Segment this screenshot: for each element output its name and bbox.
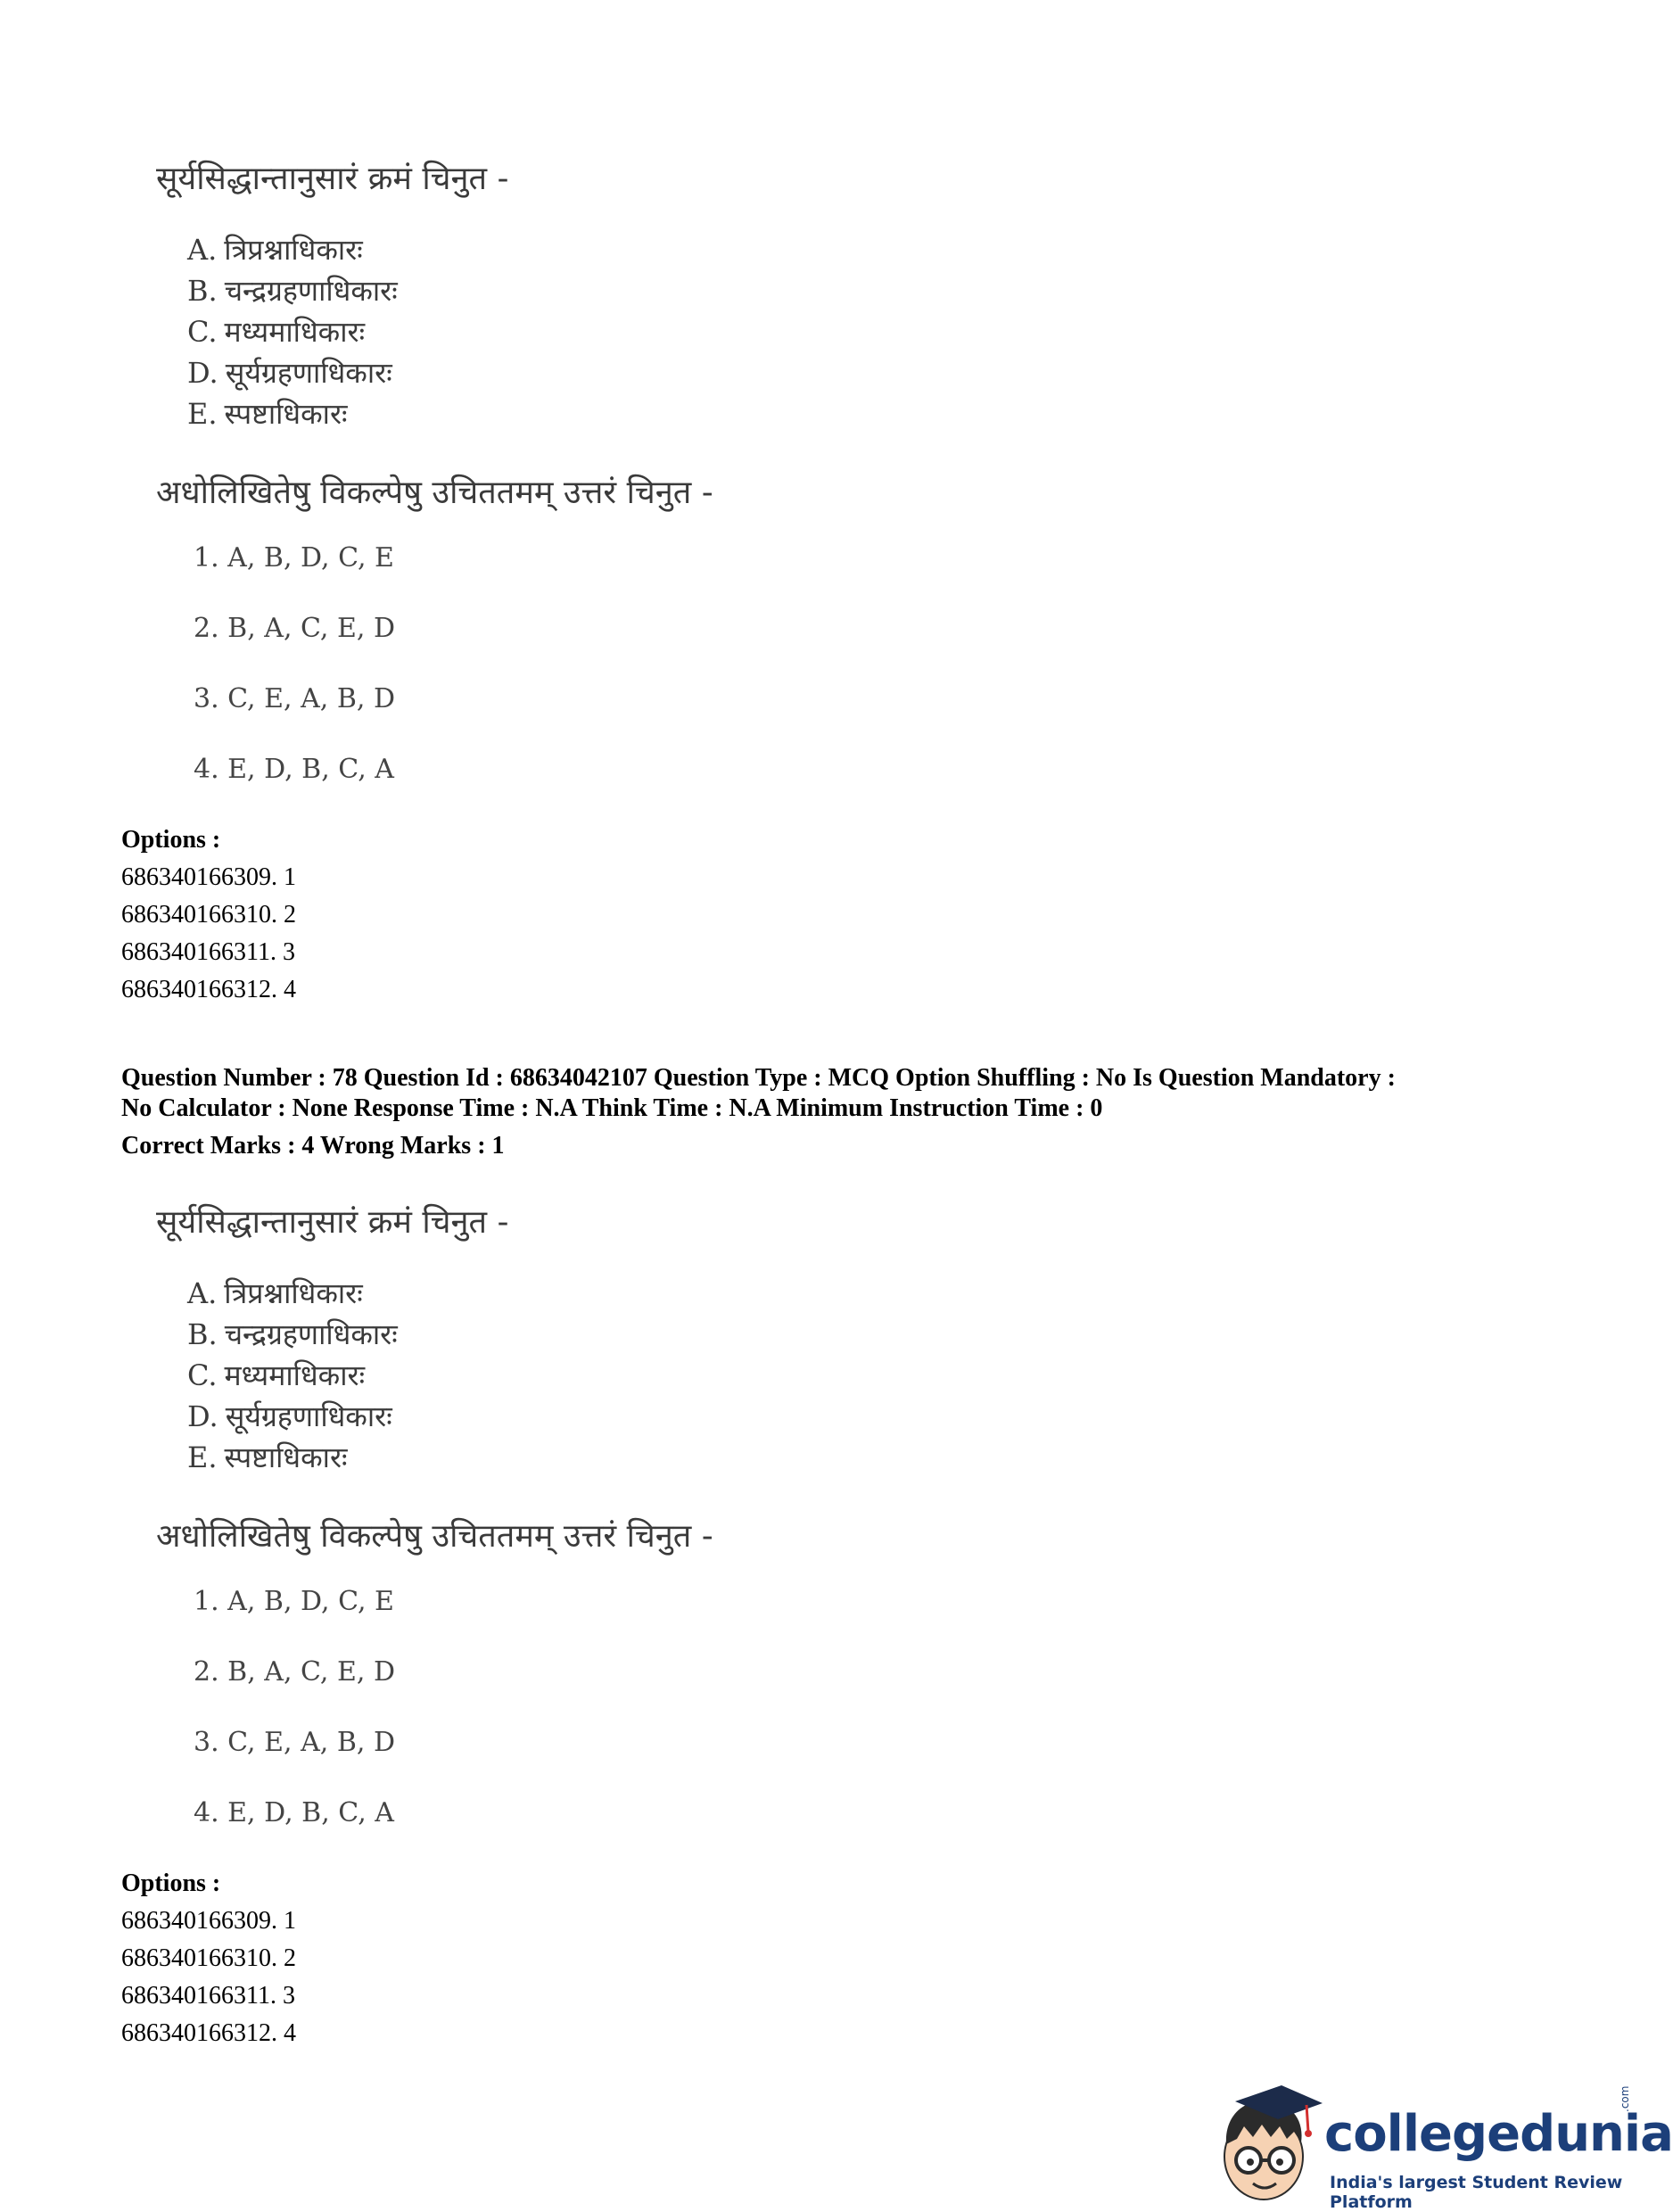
option-line-2: 686340166310. 2	[121, 901, 296, 929]
answer-item-a: A. त्रिप्रश्नाधिकारः	[187, 233, 363, 267]
answer-item-c: C. मध्यमाधिकारः	[187, 1358, 366, 1392]
choice-4: 4. E, D, B, C, A	[194, 1797, 394, 1828]
answer-item-c: C. मध्यमाधिकारः	[187, 315, 366, 349]
question-marks: Correct Marks : 4 Wrong Marks : 1	[121, 1132, 505, 1160]
logo-wordmark: collegedunia	[1324, 2105, 1673, 2163]
option-line-4: 686340166312. 4	[121, 976, 296, 1003]
choice-3: 3. C, E, A, B, D	[194, 1727, 395, 1758]
option-line-1: 686340166309. 1	[121, 863, 296, 891]
option-line-4: 686340166312. 4	[121, 2019, 296, 2047]
question-meta-line-1: Question Number : 78 Question Id : 68634042107 Question Type : MCQ Option Shuffling : No Is Question Mandatory :	[121, 1064, 1396, 1092]
answer-item-b: B. चन्द्रग्रहणाधिकारः	[187, 1317, 398, 1351]
question-instruction: अधोलिखितेषु विकल्पेषु उचिततमम् उत्तरं चिनुत -	[156, 1518, 713, 1555]
answer-item-e: E. स्पष्टाधिकारः	[187, 1440, 348, 1474]
answer-item-b: B. चन्द्रग्रहणाधिकारः	[187, 274, 398, 308]
question-stem: सूर्यसिद्धान्तानुसारं क्रमं चिनुत -	[156, 1204, 509, 1241]
choice-3: 3. C, E, A, B, D	[194, 683, 395, 714]
option-line-3: 686340166311. 3	[121, 938, 295, 966]
logo-tagline: India's largest Student Review Platform	[1330, 2173, 1623, 2212]
choice-2: 2. B, A, C, E, D	[194, 613, 395, 644]
options-heading: Options :	[121, 1869, 221, 1897]
answer-item-d: D. सूर्यग्रहणाधिकारः	[187, 1399, 392, 1433]
mascot-icon	[1208, 2080, 1324, 2208]
answer-item-a: A. त्रिप्रश्नाधिकारः	[187, 1276, 363, 1310]
option-line-3: 686340166311. 3	[121, 1982, 295, 2010]
options-heading: Options :	[121, 826, 221, 854]
logo-domain: .com	[1619, 2085, 1631, 2112]
choice-1: 1. A, B, D, C, E	[194, 1586, 394, 1617]
choice-4: 4. E, D, B, C, A	[194, 754, 394, 785]
question-instruction: अधोलिखितेषु विकल्पेषु उचिततमम् उत्तरं चिनुत -	[156, 475, 713, 511]
answer-item-e: E. स्पष्टाधिकारः	[187, 397, 348, 431]
answer-item-d: D. सूर्यग्रहणाधिकारः	[187, 356, 392, 390]
question-meta-line-2: No Calculator : None Response Time : N.A Think Time : N.A Minimum Instruction Time : 0	[121, 1094, 1103, 1122]
choice-2: 2. B, A, C, E, D	[194, 1656, 395, 1688]
collegedunia-logo[interactable]	[1208, 2080, 1673, 2212]
option-line-1: 686340166309. 1	[121, 1907, 296, 1935]
question-stem: सूर्यसिद्धान्तानुसारं क्रमं चिनुत -	[156, 161, 509, 197]
choice-1: 1. A, B, D, C, E	[194, 542, 394, 574]
option-line-2: 686340166310. 2	[121, 1944, 296, 1972]
